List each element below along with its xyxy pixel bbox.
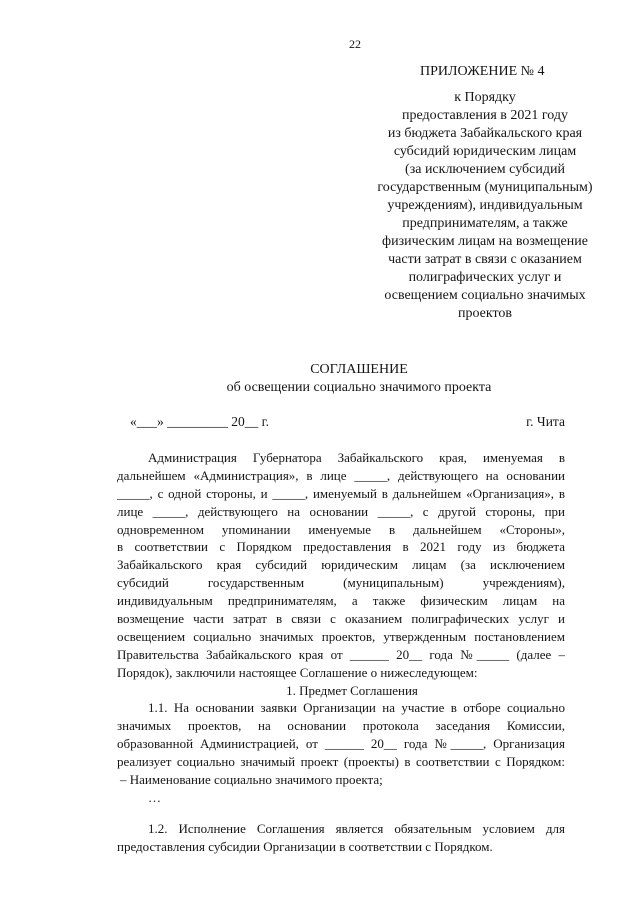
- preamble-line: дальнейшем «Администрация», в лице _____, действующего на основании: [117, 467, 565, 483]
- clause-line: реализует социально значимый проект (проекты) в соответствии с Порядком:: [117, 754, 565, 770]
- agreement-subtitle: об освещении социально значимого проекта: [226, 380, 492, 395]
- clause-line: предоставления субсидии Организации в соответствии с Порядком.: [117, 838, 493, 854]
- preamble-line: субсидий государственным (муниципальным) учреждениям),: [117, 575, 565, 591]
- appendix-reference: [365, 89, 605, 323]
- preamble-line: Администрация Губернатора Забайкальского края, именуемая в: [148, 450, 565, 465]
- appendix-line: физическим лицам на возмещение: [382, 234, 588, 249]
- clause-line: 1.1. На основании заявки Организации на участие в отборе социально: [148, 700, 565, 716]
- preamble-line: _____, с одной стороны, и _____, именуемый в дальнейшем «Организация», в: [117, 485, 565, 501]
- agreement-date: «___» _________ 20__ г.: [130, 414, 270, 429]
- preamble-line: лице _____, действующего на основании _____, с другой стороны, при: [117, 503, 565, 519]
- agreement-title: СОГЛАШЕНИЕ: [310, 362, 408, 377]
- section-heading: 1. Предмет Соглашения: [286, 682, 418, 698]
- project-name-item: – Наименование социально значимого проекта;: [120, 772, 383, 788]
- clause-line: образованной Администрацией, от ______ 20__ года №_____, Организация: [117, 736, 565, 752]
- appendix-line: освещением социально значимых: [384, 288, 586, 303]
- agreement-body: [117, 449, 565, 807]
- clause-line: значимых проектов, на основании протокола заседания Комиссии,: [117, 718, 565, 734]
- appendix-line: предоставления в 2021 году: [402, 108, 568, 123]
- appendix-line: из бюджета Забайкальского края: [387, 126, 583, 141]
- preamble-line: в соответствии с Порядком предоставления в 2021 году из бюджета: [117, 539, 565, 555]
- preamble-line: одновременном упоминании именуемые в дальнейшем «Стороны»,: [117, 521, 565, 537]
- appendix-line: части затрат в связи с оказанием: [388, 252, 582, 267]
- appendix-line: субсидий юридическим лицам: [393, 144, 577, 159]
- appendix-line: проектов: [457, 306, 513, 321]
- preamble-line: освещением социально значимых проектов, утвержденным постановлением: [117, 628, 565, 644]
- appendix-line: полиграфических услуг и: [408, 270, 562, 285]
- appendix-title: ПРИЛОЖЕНИЕ № 4: [420, 64, 545, 79]
- preamble-line: Забайкальского края субсидий юридическим лицам (за исключением: [117, 557, 565, 573]
- clause-1-2: [117, 820, 565, 856]
- page-number: 22: [349, 37, 361, 51]
- preamble-line: индивидуальным предпринимателям, а также физическим лицам на: [117, 593, 565, 609]
- preamble-line: Правительства Забайкальского края от ______ 20__ года №_____ (далее –: [117, 646, 565, 662]
- preamble-line: возмещение части затрат в связи с оказанием полиграфических услуг и: [117, 611, 565, 627]
- agreement-header: [117, 361, 601, 397]
- appendix-line: учреждениям), индивидуальным: [387, 198, 583, 213]
- clause-line: 1.2. Исполнение Соглашения является обязательным условием для: [148, 821, 565, 836]
- appendix-line: к Порядку: [454, 90, 516, 105]
- preamble-line: Порядок), заключили настоящее Соглашение о нижеследующем:: [117, 664, 478, 680]
- appendix-line: государственным (муниципальным): [377, 180, 593, 195]
- agreement-city: г. Чита: [526, 414, 565, 429]
- ellipsis: …: [148, 789, 161, 805]
- appendix-line: (за исключением субсидий: [405, 162, 565, 177]
- appendix-line: предпринимателям, а также: [402, 216, 568, 231]
